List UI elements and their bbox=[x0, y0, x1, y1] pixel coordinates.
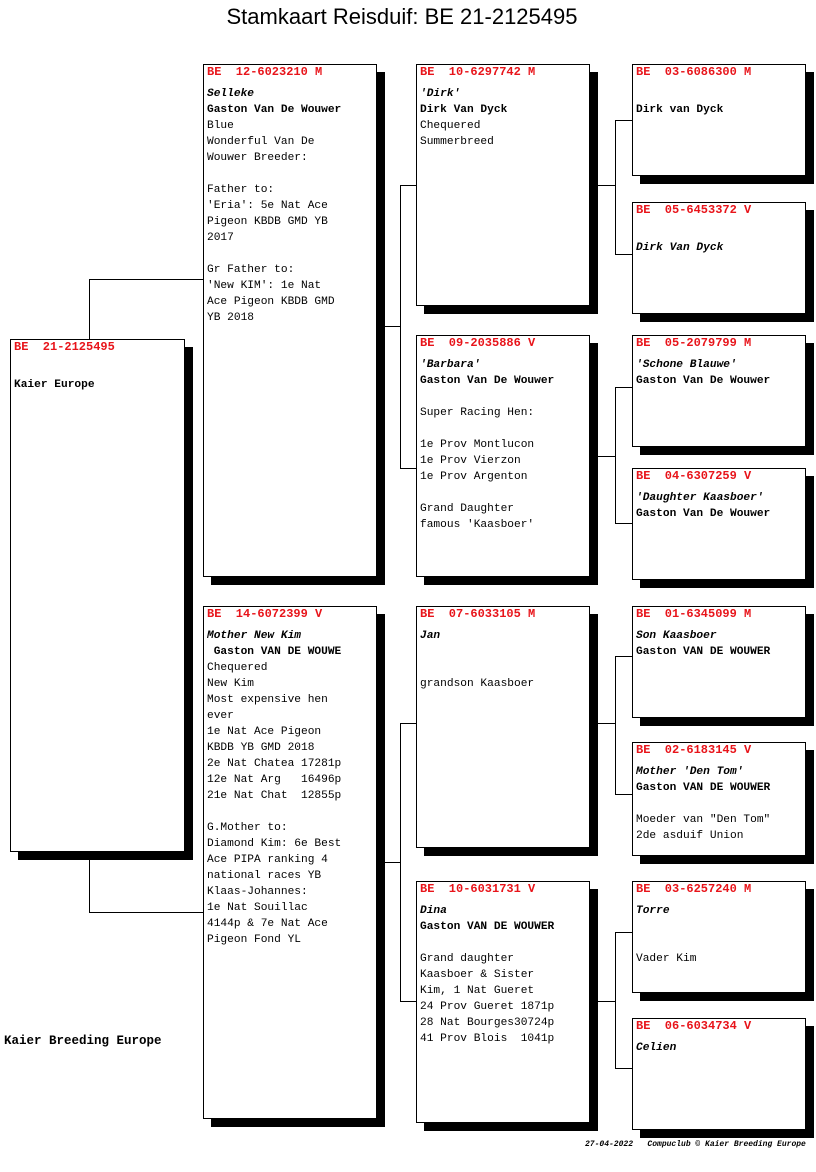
pigeon-card-mff[interactable] bbox=[632, 606, 806, 718]
ring-number: BE 07-6033105 M bbox=[420, 607, 536, 621]
breeder-name: Dirk Van Dyck bbox=[420, 104, 508, 116]
pigeon-card-ffm[interactable] bbox=[632, 202, 806, 314]
footer-date: 27-04-2022 bbox=[585, 1140, 634, 1149]
info-line: Kim, 1 Nat Gueret bbox=[420, 985, 535, 997]
ring-number: BE 06-6034734 V bbox=[636, 1019, 752, 1033]
info-line: Moeder van "Den Tom" bbox=[636, 814, 771, 826]
connector bbox=[615, 254, 633, 255]
breeder-name: Gaston VAN DE WOUWER bbox=[636, 782, 771, 794]
info-line: grandson Kaasboer bbox=[420, 678, 535, 690]
pigeon-card-mf[interactable] bbox=[416, 606, 590, 848]
connector bbox=[400, 723, 401, 1001]
info-line: Chequered bbox=[420, 120, 481, 132]
connector bbox=[615, 387, 633, 388]
info-line: 1e Prov Vierzon bbox=[420, 455, 521, 467]
ring-number: BE 05-2079799 M bbox=[636, 336, 752, 350]
info-line bbox=[636, 86, 802, 102]
breeder-name: Gaston Van De Wouwer bbox=[207, 104, 342, 116]
footer bbox=[585, 1140, 806, 1149]
ring-number: BE 12-6023210 M bbox=[207, 65, 323, 79]
connector bbox=[400, 185, 417, 186]
pigeon-name: Torre bbox=[636, 905, 670, 917]
info-line: 1e Nat Souillac bbox=[207, 902, 308, 914]
info-line bbox=[636, 224, 802, 240]
info-line: 1e Prov Argenton bbox=[420, 471, 528, 483]
pigeon-card-father[interactable] bbox=[203, 64, 377, 577]
connector bbox=[615, 120, 616, 254]
pigeon-card-fmf[interactable] bbox=[632, 335, 806, 447]
pigeon-card-mmm[interactable] bbox=[632, 1018, 806, 1130]
connector bbox=[89, 912, 204, 913]
info-line: 2de asduif Union bbox=[636, 830, 744, 842]
connector bbox=[615, 656, 633, 657]
info-line: Wouwer Breeder: bbox=[207, 152, 308, 164]
info-line: Pigeon Fond YL bbox=[207, 934, 301, 946]
info-line bbox=[207, 246, 373, 262]
info-line: Dirk Van Dyck bbox=[636, 242, 724, 254]
connector bbox=[615, 120, 633, 121]
info-line: Grand Daughter bbox=[420, 503, 514, 515]
pigeon-card-mm[interactable] bbox=[416, 881, 590, 1123]
info-line bbox=[636, 796, 802, 812]
ring-number: BE 02-6183145 V bbox=[636, 743, 752, 757]
connector bbox=[615, 932, 633, 933]
info-line: Vader Kim bbox=[636, 953, 697, 965]
connector bbox=[400, 185, 401, 468]
info-line: 'Eria': 5e Nat Ace bbox=[207, 200, 328, 212]
pigeon-name: Selleke bbox=[207, 88, 254, 100]
info-line: Ace Pigeon KBDB GMD bbox=[207, 296, 335, 308]
ring-number: BE 05-6453372 V bbox=[636, 203, 752, 217]
connector bbox=[400, 1001, 417, 1002]
info-line: Blue bbox=[207, 120, 234, 132]
pigeon-name: Mother 'Den Tom' bbox=[636, 766, 744, 778]
info-line: 4144p & 7e Nat Ace bbox=[207, 918, 328, 930]
connector bbox=[89, 279, 204, 280]
pigeon-name: 'Dirk' bbox=[420, 88, 461, 100]
ring-number: BE 14-6072399 V bbox=[207, 607, 323, 621]
info-line bbox=[207, 804, 373, 820]
breeder-name: Kaier Europe bbox=[14, 379, 95, 391]
info-line: Most expensive hen bbox=[207, 694, 328, 706]
connector bbox=[89, 279, 90, 339]
info-line: 21e Nat Chat 12855p bbox=[207, 790, 342, 802]
info-line: 12e Nat Arg 16496p bbox=[207, 774, 342, 786]
connector bbox=[589, 456, 615, 457]
ring-number: BE 10-6297742 M bbox=[420, 65, 536, 79]
ring-number: BE 03-6257240 M bbox=[636, 882, 752, 896]
connector bbox=[589, 185, 615, 186]
connector bbox=[89, 858, 90, 912]
info-line: 41 Prov Blois 1041p bbox=[420, 1033, 555, 1045]
connector bbox=[615, 387, 616, 523]
pigeon-name: 'Daughter Kaasboer' bbox=[636, 492, 764, 504]
breeder-name: Gaston VAN DE WOUWER bbox=[636, 646, 771, 658]
pigeon-name: 'Schone Blauwe' bbox=[636, 359, 737, 371]
ring-number: BE 04-6307259 V bbox=[636, 469, 752, 483]
info-line: 28 Nat Bourges30724p bbox=[420, 1017, 555, 1029]
info-line: Diamond Kim: 6e Best bbox=[207, 838, 342, 850]
breeder-name: Gaston Van De Wouwer bbox=[420, 375, 555, 387]
info-line: Wonderful Van De bbox=[207, 136, 315, 148]
info-line: 24 Prov Gueret 1871p bbox=[420, 1001, 555, 1013]
connector bbox=[589, 723, 615, 724]
breeder-name: Gaston Van De Wouwer bbox=[636, 375, 771, 387]
connector bbox=[376, 326, 400, 327]
pigeon-card-subject[interactable] bbox=[10, 339, 185, 852]
connector bbox=[615, 932, 616, 1068]
info-line bbox=[420, 389, 586, 405]
pigeon-card-fmm[interactable] bbox=[632, 468, 806, 580]
info-line: Pigeon KBDB GMD YB bbox=[207, 216, 328, 228]
info-line: 2017 bbox=[207, 232, 234, 244]
info-line bbox=[14, 361, 181, 377]
info-line bbox=[636, 935, 802, 951]
pigeon-name: Dina bbox=[420, 905, 447, 917]
ring-number: BE 01-6345099 M bbox=[636, 607, 752, 621]
connector bbox=[615, 523, 633, 524]
breeder-name: Gaston VAN DE WOUWER bbox=[420, 921, 555, 933]
info-line: famous 'Kaasboer' bbox=[420, 519, 535, 531]
ring-number: BE 03-6086300 M bbox=[636, 65, 752, 79]
pigeon-name: 'Barbara' bbox=[420, 359, 481, 371]
info-line bbox=[420, 644, 586, 660]
info-line: Kaasboer & Sister bbox=[420, 969, 535, 981]
footer-credit: Compuclub © Kaier Breeding Europe bbox=[647, 1140, 806, 1149]
info-line: Super Racing Hen: bbox=[420, 407, 535, 419]
ring-number: BE 09-2035886 V bbox=[420, 336, 536, 350]
connector bbox=[400, 723, 417, 724]
info-line: Grand daughter bbox=[420, 953, 514, 965]
info-line bbox=[420, 935, 586, 951]
pigeon-card-mfm[interactable] bbox=[632, 742, 806, 856]
info-line bbox=[207, 166, 373, 182]
info-line: 1e Prov Montlucon bbox=[420, 439, 535, 451]
info-line: national races YB bbox=[207, 870, 322, 882]
connector bbox=[615, 656, 616, 794]
breeder-name: Dirk van Dyck bbox=[636, 104, 724, 116]
owner-label: Kaier Breeding Europe bbox=[4, 1034, 162, 1048]
pigeon-name: Celien bbox=[636, 1042, 677, 1054]
info-line: Chequered bbox=[207, 662, 268, 674]
connector bbox=[400, 468, 417, 469]
info-line: Gr Father to: bbox=[207, 264, 295, 276]
info-line: 'New KIM': 1e Nat bbox=[207, 280, 322, 292]
info-line: Summerbreed bbox=[420, 136, 494, 148]
ring-number: BE 10-6031731 V bbox=[420, 882, 536, 896]
info-line: ever bbox=[207, 710, 234, 722]
connector bbox=[615, 1068, 633, 1069]
pigeon-card-ff[interactable] bbox=[416, 64, 590, 306]
info-line: 2e Nat Chatea 17281p bbox=[207, 758, 342, 770]
info-line bbox=[420, 660, 586, 676]
breeder-name: Gaston VAN DE WOUWE bbox=[207, 646, 342, 658]
connector bbox=[589, 1001, 615, 1002]
pigeon-card-mother[interactable] bbox=[203, 606, 377, 1119]
info-line: Father to: bbox=[207, 184, 275, 196]
info-line: G.Mother to: bbox=[207, 822, 288, 834]
pigeon-card-mmf[interactable] bbox=[632, 881, 806, 993]
info-line: New Kim bbox=[207, 678, 254, 690]
info-line bbox=[420, 421, 586, 437]
pigeon-card-fff[interactable] bbox=[632, 64, 806, 176]
ring-number: BE 21-2125495 bbox=[14, 340, 115, 354]
info-line bbox=[636, 919, 802, 935]
pigeon-card-fm[interactable] bbox=[416, 335, 590, 577]
pigeon-name: Mother New Kim bbox=[207, 630, 301, 642]
info-line: KBDB YB GMD 2018 bbox=[207, 742, 315, 754]
info-line bbox=[420, 485, 586, 501]
info-line: YB 2018 bbox=[207, 312, 254, 324]
breeder-name: Gaston Van De Wouwer bbox=[636, 508, 771, 520]
info-line: Klaas-Johannes: bbox=[207, 886, 308, 898]
connector bbox=[615, 794, 633, 795]
info-line: 1e Nat Ace Pigeon bbox=[207, 726, 322, 738]
page-title: Stamkaart Reisduif: BE 21-2125495 bbox=[226, 4, 578, 29]
pigeon-name: Son Kaasboer bbox=[636, 630, 717, 642]
pigeon-name: Jan bbox=[420, 630, 441, 642]
connector bbox=[376, 862, 400, 863]
info-line: Ace PIPA ranking 4 bbox=[207, 854, 328, 866]
